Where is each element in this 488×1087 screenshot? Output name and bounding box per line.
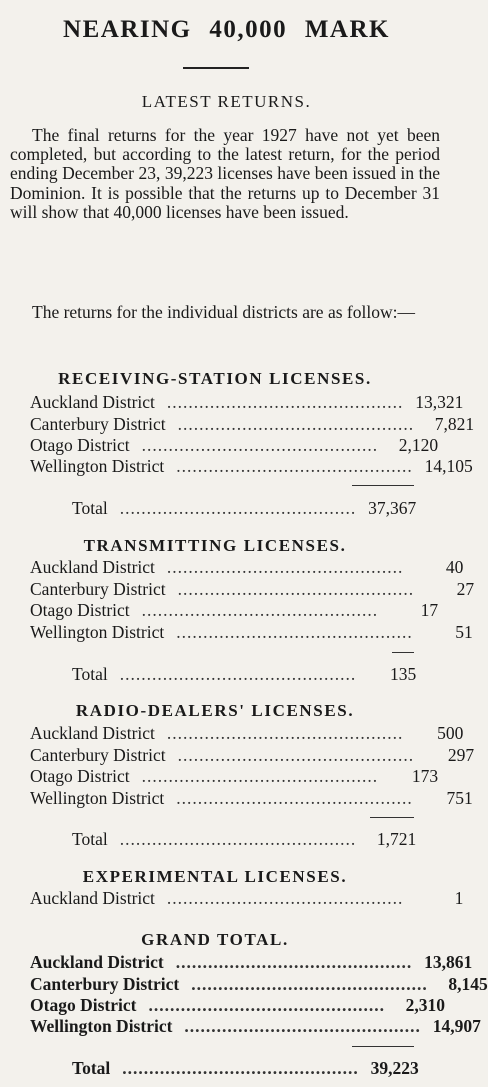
row-value: 751 <box>446 788 473 808</box>
leader-dots: ............................................ <box>166 888 404 908</box>
sum-rule <box>392 652 414 653</box>
row-label: Otago District <box>30 995 137 1015</box>
row-value: 1 <box>454 888 464 908</box>
row-label: Canterbury District <box>30 974 180 994</box>
dealers-row-canterbury <box>30 745 475 767</box>
leader-dots: ............................................ <box>141 766 379 786</box>
leader-dots: ............................................ <box>119 829 357 849</box>
row-value: 17 <box>420 600 439 620</box>
leader-dots: ............................................ <box>119 664 357 684</box>
leader-dots: ............................................ <box>176 788 413 808</box>
row-value: 51 <box>455 622 473 642</box>
total-label: Total <box>72 1058 111 1078</box>
receiving-row-canterbury <box>30 414 475 436</box>
sum-rule <box>352 485 414 486</box>
transmitting-section-title: TRANSMITTING LICENSES. <box>83 536 347 555</box>
row-value: 7,821 <box>434 414 475 434</box>
row-label: Auckland District <box>30 888 155 908</box>
dealers-row-wellington <box>30 788 473 810</box>
receiving-total-row <box>72 498 415 520</box>
leader-dots: ............................................ <box>122 1058 359 1078</box>
total-label: Total <box>72 664 108 684</box>
leader-dots: ............................................ <box>191 974 428 994</box>
total-value: 135 <box>389 664 417 684</box>
leader-dots: ............................................ <box>166 392 404 412</box>
row-label: Canterbury District <box>30 579 166 599</box>
leader-dots: ............................................ <box>176 622 413 642</box>
row-value: 14,105 <box>424 456 473 476</box>
grand-row-wellington <box>30 1016 481 1038</box>
row-value: 2,310 <box>405 995 445 1015</box>
row-value: 297 <box>447 745 475 765</box>
leader-dots: ............................................ <box>184 1016 421 1036</box>
row-value: 13,861 <box>424 952 473 972</box>
row-label: Auckland District <box>30 723 155 743</box>
receiving-row-otago <box>30 435 439 457</box>
row-label: Canterbury District <box>30 414 166 434</box>
experimental-row-auckland <box>30 888 464 910</box>
leader-dots: ............................................ <box>148 995 385 1015</box>
total-label: Total <box>72 829 108 849</box>
leader-dots: ............................................ <box>141 600 379 620</box>
dealers-row-auckland <box>30 723 464 745</box>
row-label: Auckland District <box>30 557 155 577</box>
row-value: 13,321 <box>415 392 464 412</box>
subheading: LATEST RETURNS. <box>141 92 312 111</box>
dealers-total-row <box>72 829 415 851</box>
row-value: 14,907 <box>432 1016 481 1036</box>
row-label: Auckland District <box>30 392 155 412</box>
grand-total-title: GRAND TOTAL. <box>141 930 289 949</box>
dealers-section-title: RADIO-DEALERS' LICENSES. <box>75 701 355 720</box>
leader-dots: ............................................ <box>177 414 415 434</box>
total-label: Total <box>72 498 108 518</box>
experimental-section-title: EXPERIMENTAL LICENSES. <box>82 867 348 886</box>
row-value: 8,145 <box>448 974 488 994</box>
row-value: 27 <box>456 579 475 599</box>
row-label: Wellington District <box>30 788 165 808</box>
grand-total-row <box>72 1058 419 1080</box>
row-label: Canterbury District <box>30 745 166 765</box>
receiving-row-auckland <box>30 392 464 414</box>
row-label: Otago District <box>30 766 130 786</box>
sum-rule <box>352 1046 414 1047</box>
row-label: Otago District <box>30 600 130 620</box>
transmitting-row-otago <box>30 600 439 622</box>
leader-dots: ............................................ <box>119 498 357 518</box>
transmitting-row-canterbury <box>30 579 475 601</box>
dealers-row-otago <box>30 766 439 788</box>
returns-intro-paragraph: The returns for the individual districts are as follow:— <box>32 302 415 322</box>
leader-dots: ............................................ <box>177 579 415 599</box>
row-value: 40 <box>445 557 464 577</box>
row-label: Wellington District <box>30 1016 173 1036</box>
transmitting-row-auckland <box>30 557 464 579</box>
leader-dots: ............................................ <box>141 435 379 455</box>
leader-dots: ............................................ <box>177 745 415 765</box>
leader-dots: ............................................ <box>166 557 404 577</box>
headline-rule <box>183 67 249 69</box>
row-label: Wellington District <box>30 456 165 476</box>
grand-row-otago <box>30 995 445 1017</box>
leader-dots: ............................................ <box>175 952 413 972</box>
transmitting-row-wellington <box>30 622 473 644</box>
leader-dots: ............................................ <box>166 723 404 743</box>
row-value: 173 <box>411 766 439 786</box>
receiving-section-title: RECEIVING-STATION LICENSES. <box>58 369 372 388</box>
intro-paragraph: The final returns for the year 1927 have not yet been completed, but according to the latest return, for the period ending December 23, 39,223 licenses have been issued in the Dominion. It is possible that the returns up to December 31 will show that 40,000 licenses have been issued. <box>10 125 440 222</box>
sum-rule <box>370 817 414 818</box>
row-value: 2,120 <box>398 435 439 455</box>
total-value: 1,721 <box>376 829 417 849</box>
total-value: 39,223 <box>370 1058 419 1078</box>
receiving-row-wellington <box>30 456 473 478</box>
total-value: 37,367 <box>368 498 417 518</box>
leader-dots: ............................................ <box>176 456 413 476</box>
grand-row-auckland <box>30 952 473 974</box>
transmitting-total-row <box>72 664 415 686</box>
headline: NEARING 40,000 MARK <box>63 16 390 43</box>
grand-row-canterbury <box>30 974 488 996</box>
row-label: Auckland District <box>30 952 164 972</box>
row-label: Otago District <box>30 435 130 455</box>
row-value: 500 <box>437 723 464 743</box>
row-label: Wellington District <box>30 622 165 642</box>
